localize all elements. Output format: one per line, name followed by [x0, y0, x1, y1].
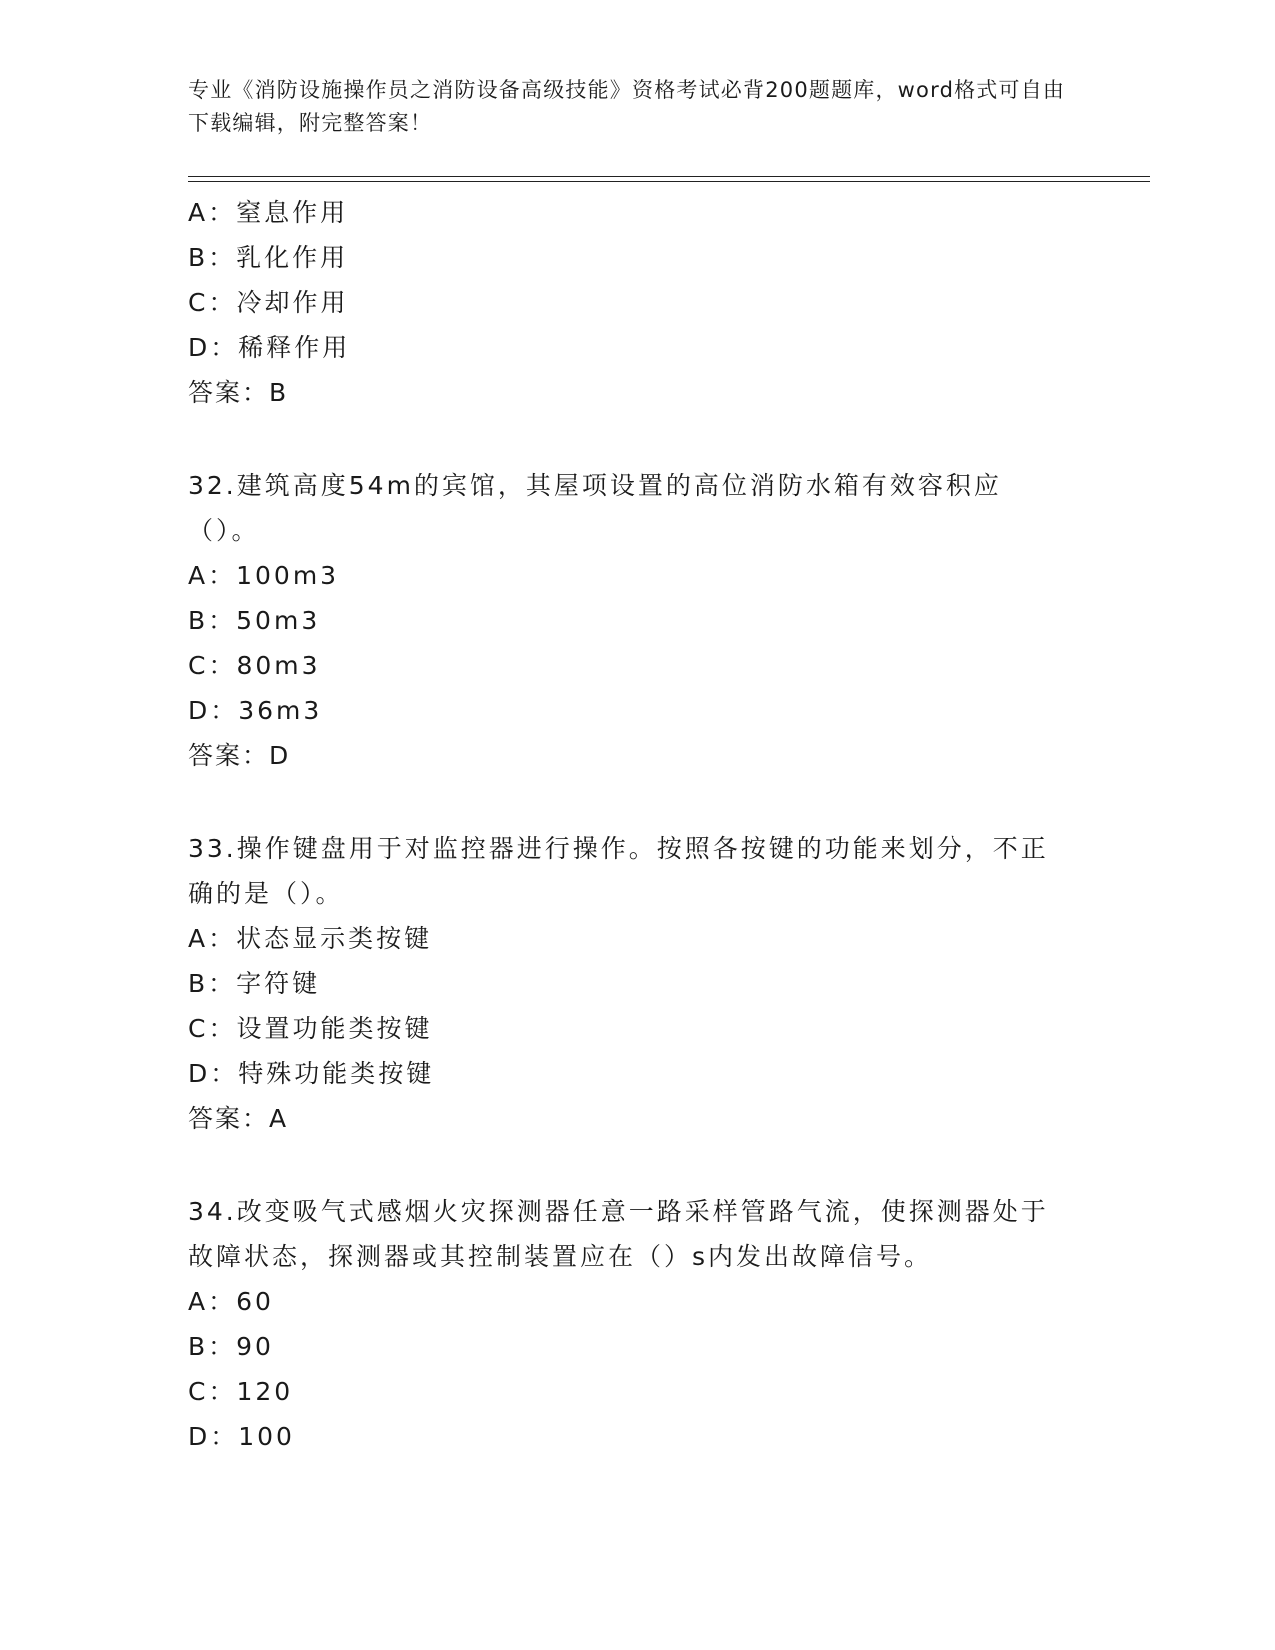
header-rule-bottom: [188, 181, 1150, 182]
document-header: 专业《消防设施操作员之消防设备高级技能》资格考试必背200题题库，word格式可自由下载编辑，附完整答案！: [188, 78, 1066, 135]
option-c: C：80m3: [188, 651, 321, 680]
option-c: C：120: [188, 1377, 294, 1406]
question-31-block: [188, 190, 1088, 415]
option-b: B：字符键: [188, 969, 321, 998]
option-b: B：50m3: [188, 606, 321, 635]
question-32-block: [188, 463, 1088, 778]
option-a: A：状态显示类按键: [188, 924, 433, 953]
answer-label: 答案：A: [188, 1104, 289, 1133]
option-d: D：36m3: [188, 696, 323, 725]
question-stem: 33.操作键盘用于对监控器进行操作。按照各按键的功能来划分，不正确的是（）。: [188, 834, 1049, 908]
option-a: A：100m3: [188, 561, 340, 590]
option-d: D：100: [188, 1422, 295, 1451]
question-34-block: [188, 1189, 1088, 1459]
option-b: B：乳化作用: [188, 243, 349, 272]
answer-label: 答案：D: [188, 741, 291, 770]
question-list: [188, 190, 1088, 1459]
question-stem: 32.建筑高度54m的宾馆，其屋项设置的高位消防水箱有效容积应（）。: [188, 471, 1002, 545]
option-a: A：窒息作用: [188, 198, 349, 227]
question-33-block: [188, 826, 1088, 1141]
header-rule-top: [188, 176, 1150, 177]
option-a: A：60: [188, 1287, 274, 1316]
option-c: C：冷却作用: [188, 288, 349, 317]
option-d: D：稀释作用: [188, 333, 351, 362]
option-d: D：特殊功能类按键: [188, 1059, 435, 1088]
question-stem: 34.改变吸气式感烟火灾探测器任意一路采样管路气流，使探测器处于故障状态，探测器或其控制装置应在（）s内发出故障信号。: [188, 1197, 1049, 1271]
answer-label: 答案：B: [188, 378, 289, 407]
option-c: C：设置功能类按键: [188, 1014, 433, 1043]
option-b: B：90: [188, 1332, 274, 1361]
